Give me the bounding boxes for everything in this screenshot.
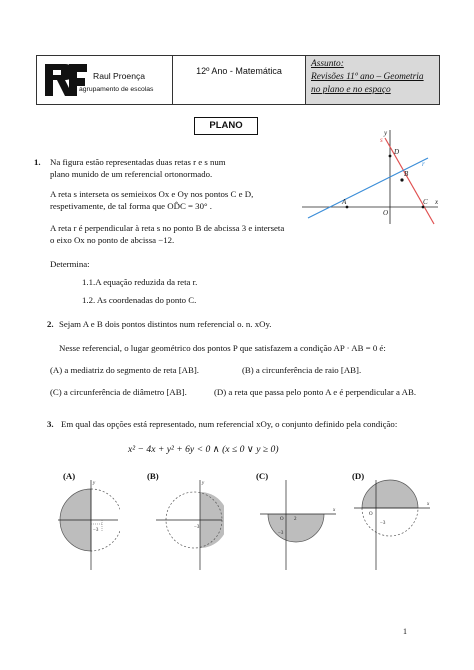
year-cell — [173, 56, 306, 104]
graph-B-tick: −3 — [194, 525, 200, 530]
q1-y-label: y — [384, 129, 388, 137]
q1-intro-line-1: Na figura estão representadas duas retas r e s num — [50, 157, 226, 167]
line-r — [308, 158, 428, 218]
point-C — [422, 206, 425, 209]
school-name: Raul Proença — [93, 71, 146, 81]
q1-determine: Determina: — [50, 259, 90, 269]
subject-line-1: Assunto: — [311, 59, 344, 69]
subject-cell — [306, 56, 439, 104]
q3-graph-B — [152, 478, 224, 572]
q1-r-line-2: o eixo Ox no ponto de abcissa −12. — [50, 235, 175, 245]
q2-option-B: (B) a circunferência de raio [AB]. — [242, 365, 362, 375]
q3-option-D-label: (D) — [352, 471, 365, 481]
q2-option-A: (A) a mediatriz do segmento de reta [AB]. — [50, 365, 200, 375]
q1-intro-line-2: plano munido de um referencial ortonormado. — [50, 169, 213, 179]
q1-r-line-1: A reta r é perpendicular à reta s no ponto B de abcissa 3 e interseta — [50, 223, 285, 233]
graph-A-y: y — [93, 481, 96, 486]
q1-x-label: x — [435, 198, 439, 206]
header-box — [36, 55, 440, 105]
line-s — [385, 138, 434, 224]
q1-r-label: r — [422, 160, 425, 168]
graph-A-tick: −3 — [93, 528, 99, 533]
q3-graph-A — [56, 478, 120, 572]
graph-C-x: x — [333, 508, 336, 513]
graph-C-tick-2: 2 — [294, 517, 297, 522]
q1-D-label: D — [394, 148, 400, 156]
school-logo-cell — [37, 56, 173, 104]
graph-D-tick: −3 — [380, 521, 386, 526]
graph-C-tick-3: −3 — [278, 531, 284, 536]
year-title: 12º Ano - Matemática — [196, 66, 282, 76]
q3-option-A-label: (A) — [63, 471, 76, 481]
q3-graph-C — [258, 478, 338, 572]
section-title: PLANO — [194, 117, 258, 135]
q1-s-line-1: A reta s interseta os semieixos Ox e Oy nos pontos C e D, — [50, 189, 254, 199]
q1-B-label: B — [404, 170, 409, 178]
graph-D-x: x — [427, 502, 430, 507]
q1-s-line-2: respetivamente, de tal forma que OD̂C = 30° . — [50, 201, 212, 211]
q1-sub-1: 1.1.A equação reduzida da reta r. — [82, 277, 198, 287]
school-subtitle: agrupamento de escolas — [79, 86, 154, 93]
q3-option-C-label: (C) — [256, 471, 269, 481]
q1-O-label: O — [383, 209, 389, 217]
point-D — [389, 155, 392, 158]
q2-number: 2. — [47, 319, 54, 329]
q1-figure — [298, 126, 444, 226]
subject-text — [311, 58, 424, 97]
q3-number: 3. — [47, 419, 54, 429]
point-B — [400, 178, 403, 181]
q1-sub-2: 1.2. As coordenadas do ponto C. — [82, 295, 197, 305]
q2-option-D: (D) a reta que passa pelo ponto A e é perpendicular a AB. — [214, 387, 417, 397]
page-number: 1 — [403, 627, 407, 636]
graph-B-y: y — [202, 481, 205, 486]
graph-D-origin: O — [369, 512, 373, 517]
q1-A-label: A — [342, 198, 347, 206]
q3-condition: x² − 4x + y² + 6y < 0 ∧ (x ≤ 0 ∨ y ≥ 0) — [128, 444, 279, 455]
graph-C-origin: O — [280, 517, 284, 522]
q2-locus: Nesse referencial, o lugar geométrico dos pontos P que satisfazem a condição AP · AB = 0 é: — [59, 343, 386, 353]
q3-option-B-label: (B) — [147, 471, 159, 481]
q2-statement: Sejam A e B dois pontos distintos num referencial o. n. xOy. — [59, 319, 272, 329]
point-A — [346, 206, 349, 209]
q3-statement: Em qual das opções está representado, num referencial xOy, o conjunto definido pela condição: — [61, 419, 398, 429]
subject-line-2: Revisões 11º ano – Geometria — [311, 72, 424, 82]
q3-graph-D — [352, 478, 432, 572]
q1-number: 1. — [34, 157, 41, 167]
subject-line-3: no plano e no espaço — [311, 85, 391, 95]
q2-option-C: (C) a circunferência de diâmetro [AB]. — [50, 387, 187, 397]
q1-s-label: s — [380, 136, 383, 144]
q1-C-label: C — [423, 198, 428, 206]
